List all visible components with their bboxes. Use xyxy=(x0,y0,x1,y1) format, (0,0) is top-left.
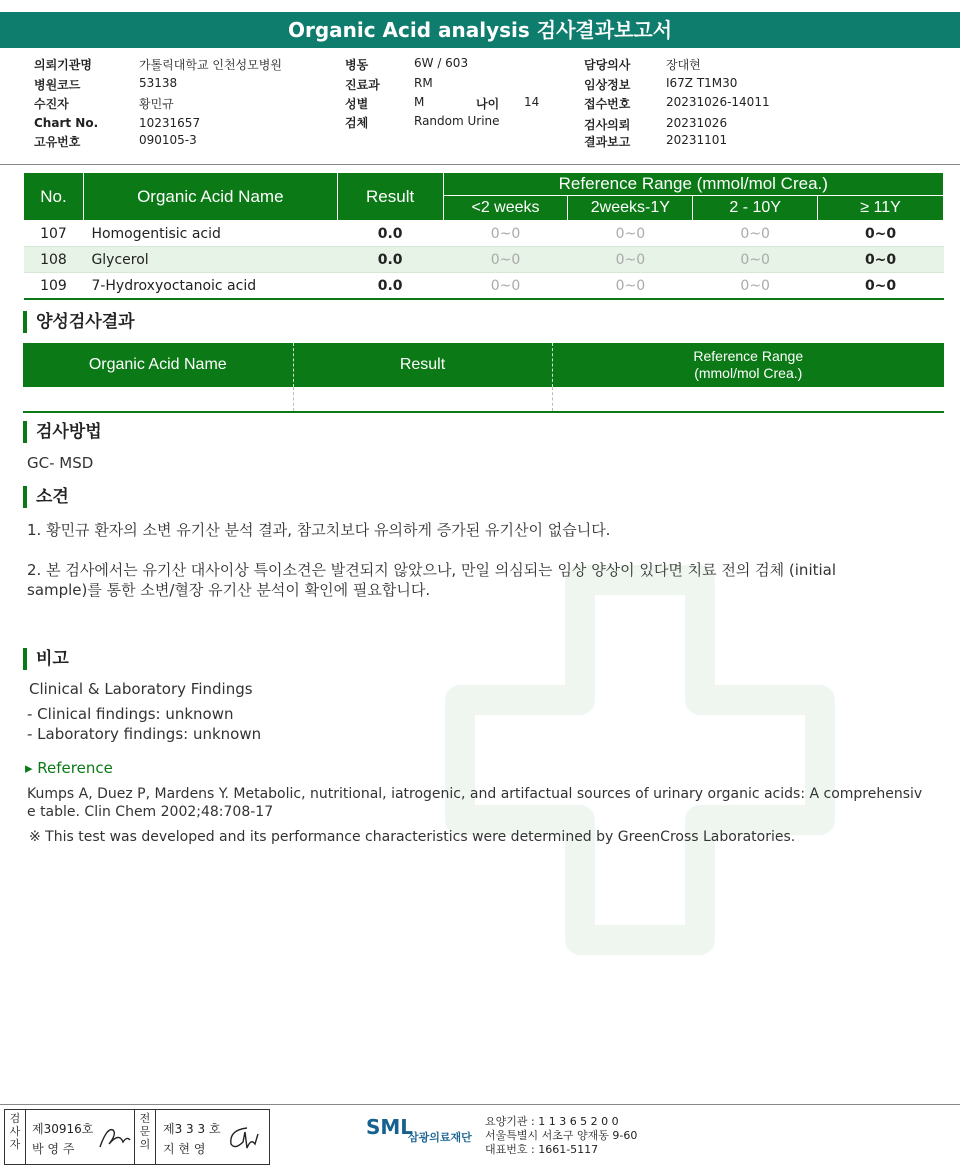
table-row xyxy=(24,247,944,273)
pos-header-result: Result xyxy=(293,343,552,387)
value-request-date: 20231026 xyxy=(666,116,728,130)
method-text: GC- MSD xyxy=(27,454,94,472)
row-ref-3: 0~0 xyxy=(693,247,818,273)
header-ref-2weeks-1y: 2weeks-1Y xyxy=(568,196,693,221)
laboratory-findings: - Laboratory findings: unknown xyxy=(27,725,262,743)
row-result: 0.0 xyxy=(337,247,443,273)
row-no: 108 xyxy=(24,247,84,273)
row-ref-1: 0~0 xyxy=(443,273,568,300)
org-code: 요양기관 : 1 1 3 6 5 2 0 0 xyxy=(485,1115,619,1128)
label-chart-no: Chart No. xyxy=(34,116,99,130)
sml-logo: SML xyxy=(366,1115,414,1139)
opinion-item-1: 1. 황민규 환자의 소변 유기산 분석 결과, 참고치보다 유의하게 증가된 유기산이 없습니다. xyxy=(27,521,611,539)
pos-header-reference-line1: Reference Range xyxy=(693,348,804,364)
positive-results-title: 양성검사결과 xyxy=(23,311,135,333)
examiner-license: 제30916호 xyxy=(32,1122,94,1136)
watermark-cross-icon xyxy=(380,560,960,960)
checker-signature-icon xyxy=(225,1122,261,1152)
header-acid-name: Organic Acid Name xyxy=(83,173,337,221)
clinical-findings: - Clinical findings: unknown xyxy=(27,705,234,723)
report-title: Organic Acid analysis 검사결과보고서 xyxy=(0,12,960,48)
row-ref-3: 0~0 xyxy=(693,221,818,247)
label-patient: 수진자 xyxy=(34,97,69,111)
pos-header-reference-line2: (mmol/mol Crea.) xyxy=(694,365,803,381)
label-ward: 병동 xyxy=(345,58,369,72)
label-clinical-info: 임상정보 xyxy=(584,78,631,92)
opinion-title: 소견 xyxy=(23,486,69,508)
row-no: 107 xyxy=(24,221,84,247)
row-ref-4: 0~0 xyxy=(818,247,944,273)
row-ref-3: 0~0 xyxy=(693,273,818,300)
table-row xyxy=(24,273,944,300)
header-ref-11y-plus: ≥ 11Y xyxy=(818,196,944,221)
org-phone: 대표번호 : 1661-5117 xyxy=(485,1143,599,1156)
value-hospital-code: 53138 xyxy=(139,76,178,90)
citation-line-2: e table. Clin Chem 2002;48:708-17 xyxy=(27,804,274,820)
org-info xyxy=(485,1115,637,1157)
signature-box xyxy=(4,1109,270,1165)
value-ward: 6W / 603 xyxy=(414,56,469,70)
header-ref-under-2-weeks: <2 weeks xyxy=(443,196,568,221)
row-ref-4: 0~0 xyxy=(818,221,944,247)
checker-label: 전문의 xyxy=(139,1112,151,1151)
label-department: 진료과 xyxy=(345,78,380,92)
header-no: No. xyxy=(24,173,84,221)
value-department: RM xyxy=(414,76,433,90)
header-reference-range: Reference Range (mmol/mol Crea.) xyxy=(443,173,943,196)
value-sex: M xyxy=(414,95,425,109)
value-specimen: Random Urine xyxy=(414,114,500,128)
row-ref-4: 0~0 xyxy=(818,273,944,300)
results-table xyxy=(23,172,944,300)
opinion-item-2-line-2: sample)를 통한 소변/혈장 유기산 분석이 확인에 필요합니다. xyxy=(27,581,431,599)
value-unique-no: 090105-3 xyxy=(139,133,197,147)
header-ref-2-10y: 2 - 10Y xyxy=(693,196,818,221)
value-patient: 황민규 xyxy=(139,97,174,111)
table-row xyxy=(23,387,944,412)
examiner-signature-icon xyxy=(97,1122,133,1152)
checker-license: 제3 3 3 호 xyxy=(163,1122,221,1136)
label-hospital-code: 병원코드 xyxy=(34,78,81,92)
pos-header-reference xyxy=(552,343,944,387)
row-ref-2: 0~0 xyxy=(568,273,693,300)
value-clinical-info: I67Z T1M30 xyxy=(666,76,738,90)
checker-name: 지 현 영 xyxy=(163,1142,206,1156)
label-unique-no: 고유번호 xyxy=(34,135,81,149)
value-chart-no: 10231657 xyxy=(139,116,201,130)
label-request-date: 검사의뢰 xyxy=(584,118,631,132)
examiner-label: 검사자 xyxy=(9,1112,21,1151)
row-result: 0.0 xyxy=(337,273,443,300)
positive-results-table xyxy=(23,343,944,413)
value-age: 14 xyxy=(524,95,540,109)
opinion-item-2-line-1: 2. 본 검사에서는 유기산 대사이상 특이소견은 발견되지 않았으나, 만일 의심되는 임상 양상이 있다면 치료 전의 검체 (initial xyxy=(27,561,837,579)
org-name: 삼광의료재단 xyxy=(408,1131,472,1144)
reference-label: ▸ Reference xyxy=(25,759,113,777)
row-acid-name: 7-Hydroxyoctanoic acid xyxy=(83,273,337,300)
examiner-name: 박 영 주 xyxy=(32,1142,75,1156)
citation-line-1: Kumps A, Duez P, Mardens Y. Metabolic, nutritional, iatrogenic, and artifactual sources of urinary organic acids: A comprehensiv xyxy=(27,786,923,802)
table-row xyxy=(24,221,944,247)
row-acid-name: Homogentisic acid xyxy=(83,221,337,247)
label-age: 나이 xyxy=(476,97,500,111)
value-requester: 가톨릭대학교 인천성모병원 xyxy=(139,58,282,72)
label-specimen: 검체 xyxy=(345,116,369,130)
disclaimer: ※ This test was developed and its performance characteristics were determined by GreenCross Laboratories. xyxy=(29,829,796,845)
value-receipt-no: 20231026-14011 xyxy=(666,95,770,109)
label-requester: 의뢰기관명 xyxy=(34,58,92,72)
value-report-date: 20231101 xyxy=(666,133,728,147)
row-acid-name: Glycerol xyxy=(83,247,337,273)
row-ref-2: 0~0 xyxy=(568,247,693,273)
footer xyxy=(0,1104,960,1173)
org-address: 서울특별시 서초구 양재동 9-60 xyxy=(485,1129,638,1142)
label-report-date: 결과보고 xyxy=(584,135,631,149)
row-result: 0.0 xyxy=(337,221,443,247)
value-doctor: 장대현 xyxy=(666,58,701,72)
pos-header-acid-name: Organic Acid Name xyxy=(23,343,293,387)
patient-info xyxy=(0,52,960,165)
remarks-title: 비고 xyxy=(23,648,69,670)
row-ref-1: 0~0 xyxy=(443,247,568,273)
row-no: 109 xyxy=(24,273,84,300)
header-result: Result xyxy=(337,173,443,221)
method-title: 검사방법 xyxy=(23,421,102,443)
label-receipt-no: 접수번호 xyxy=(584,97,631,111)
findings-heading: Clinical & Laboratory Findings xyxy=(29,680,253,698)
label-doctor: 담당의사 xyxy=(584,58,631,72)
row-ref-2: 0~0 xyxy=(568,221,693,247)
row-ref-1: 0~0 xyxy=(443,221,568,247)
label-sex: 성별 xyxy=(345,97,369,111)
